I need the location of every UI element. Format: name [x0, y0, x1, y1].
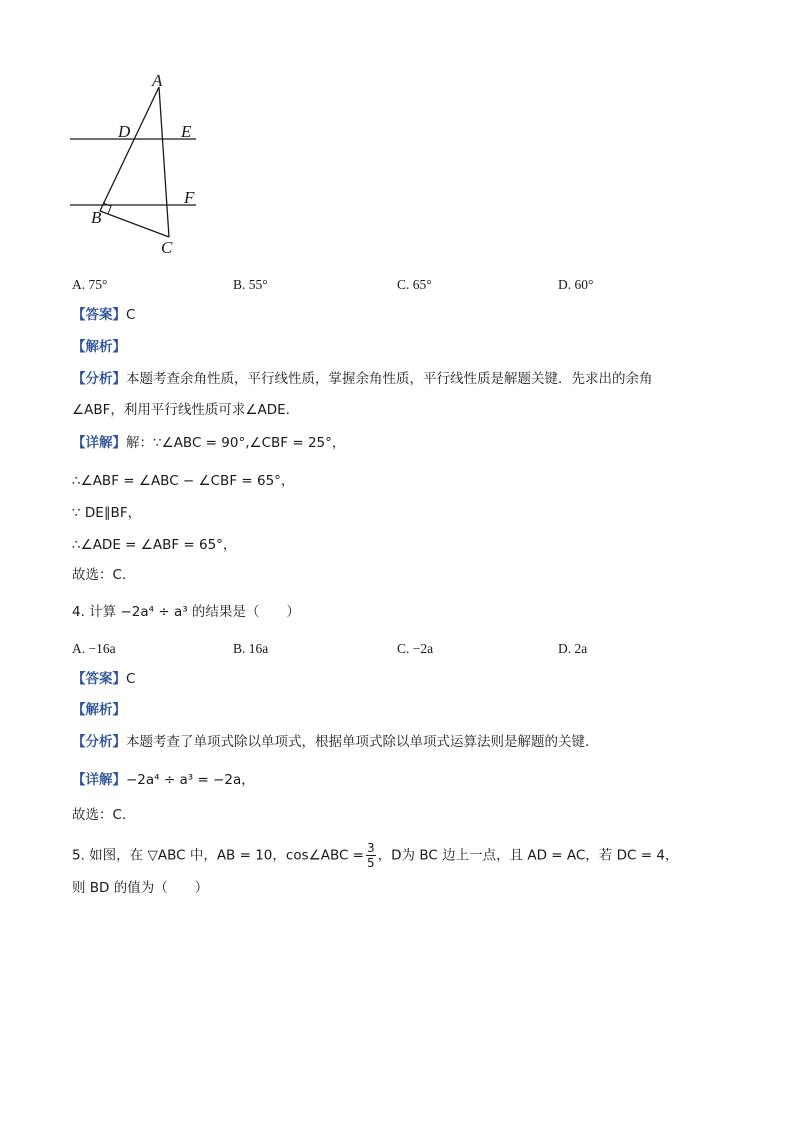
q3-fenxi-line2: ∠ABF，利用平行线性质可求∠ADE． [72, 402, 300, 418]
answer-tag: 【答案】 [72, 671, 126, 687]
xiangjie-tag: 【详解】 [72, 435, 126, 451]
label-a: A [152, 71, 163, 90]
q3-step-3: ∵ DE∥BF， [72, 505, 142, 521]
q5-stem-line1 [72, 842, 678, 869]
q4-option-b: B. 16a [233, 641, 269, 656]
segment-ab [100, 87, 159, 211]
q4-xiangjie [72, 774, 255, 788]
label-b: B [91, 208, 102, 227]
q3-jiexi-tag: 【解析】 [72, 339, 126, 355]
label-c: C [161, 238, 173, 257]
q4-guxuan: 故选：C． [72, 807, 136, 823]
q3-option-a: A. 75° [72, 277, 108, 292]
fraction-numerator: 3 [367, 841, 375, 855]
fenxi-tag: 【分析】 [72, 371, 126, 387]
q3-step-4: ∴∠ADE = ∠ABF = 65°， [72, 537, 237, 553]
q3-option-b: B. 55° [233, 277, 268, 292]
q4-stem: 4. 计算 −2a⁴ ÷ a³ 的结果是（ ） [72, 604, 300, 620]
q4-option-c: C. −2a [397, 641, 434, 656]
q3-answer [72, 309, 135, 323]
fenxi-tag: 【分析】 [72, 734, 126, 750]
q5-stem-part-a: 5. 如图，在 ▽ABC 中，AB = 10，cos∠ABC = [72, 847, 364, 864]
q4-jiexi-tag: 【解析】 [72, 702, 126, 718]
segment-bc [100, 211, 169, 237]
q3-step-2: ∴∠ABF = ∠ABC − ∠CBF = 65°， [72, 473, 295, 489]
answer-value: C [126, 671, 136, 687]
q4-fenxi [72, 736, 599, 750]
segment-ac [159, 87, 169, 237]
q3-xiangjie-line1 [72, 437, 345, 451]
label-e: E [181, 122, 192, 141]
label-f: F [184, 188, 195, 207]
fraction-3-5 [366, 842, 376, 869]
label-d: D [118, 122, 131, 141]
xiangjie-text: −2a⁴ ÷ a³ = −2a， [126, 772, 255, 788]
q4-option-d: D. 2a [558, 641, 588, 656]
q4-option-a: A. −16a [72, 641, 116, 656]
q5-stem-line2: 则 BD 的值为（ ） [72, 880, 209, 896]
q4-answer [72, 673, 135, 687]
xiangjie-tag: 【详解】 [72, 772, 126, 788]
geometry-figure [60, 65, 260, 265]
answer-tag: 【答案】 [72, 307, 126, 323]
answer-value: C [126, 307, 136, 323]
xiangjie-text: 解：∵∠ABC = 90°,∠CBF = 25°， [126, 435, 346, 451]
q3-fenxi-line1 [72, 373, 653, 387]
q5-stem-part-b: ，D为 BC 边上一点，且 AD = AC，若 DC = 4， [377, 847, 679, 864]
q3-option-c: C. 65° [397, 277, 432, 292]
fraction-denominator: 5 [367, 856, 375, 870]
fenxi-text: 本题考查了单项式除以单项式，根据单项式除以单项式运算法则是解题的关键． [126, 734, 599, 750]
q3-option-d: D. 60° [558, 277, 594, 292]
fenxi-text: 本题考查余角性质，平行线性质，掌握余角性质，平行线性质是解题关键．先求出的余角 [126, 371, 653, 387]
q3-guxuan: 故选：C． [72, 567, 136, 583]
